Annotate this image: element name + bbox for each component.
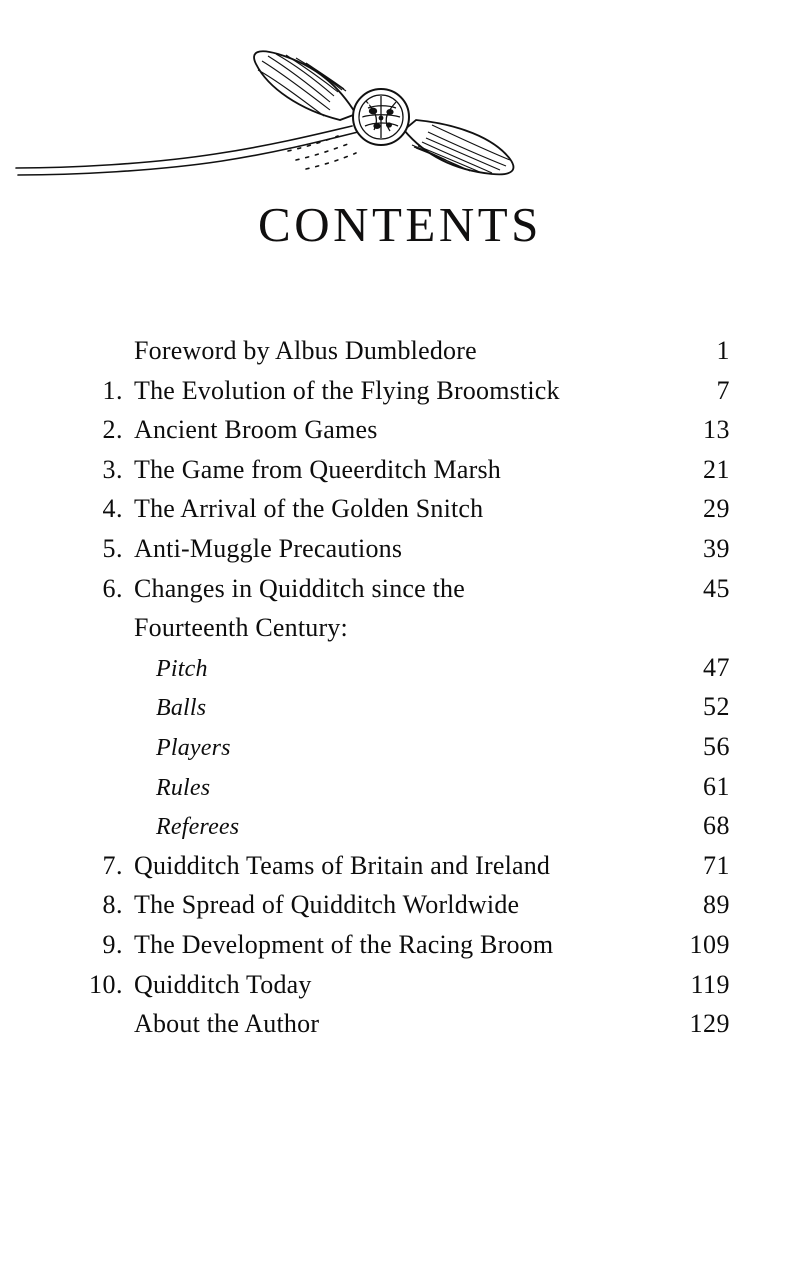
list-item[interactable] (70, 494, 730, 534)
list-item[interactable] (70, 653, 730, 693)
list-item[interactable] (70, 376, 730, 416)
entry-number: 1. (102, 375, 123, 405)
entry-page: 61 (703, 771, 730, 801)
entry-label: About the Author (134, 1009, 320, 1039)
entry-page: 39 (703, 533, 730, 563)
entry-label: Referees (156, 814, 240, 841)
entry-number: 2. (102, 415, 123, 445)
list-item[interactable] (70, 970, 730, 1010)
entry-page: 1 (716, 336, 730, 365)
entry-number: 6. (102, 573, 123, 603)
list-item[interactable] (70, 692, 730, 732)
page-title: CONTENTS (258, 197, 542, 252)
list-item[interactable] (70, 930, 730, 970)
list-item[interactable] (70, 1009, 730, 1049)
entry-number: 7. (102, 850, 123, 880)
list-item[interactable] (70, 336, 730, 376)
entry-label: Pitch (156, 655, 208, 682)
entry-label: The Arrival of the Golden Snitch (134, 494, 484, 524)
list-item[interactable] (70, 890, 730, 930)
entry-page: 52 (703, 692, 730, 722)
entry-page: 119 (690, 969, 730, 999)
entry-page: 21 (703, 454, 730, 484)
entry-label: Changes in Quidditch since the (134, 573, 465, 603)
entry-page: 71 (703, 850, 730, 880)
entry-number: 4. (102, 494, 123, 524)
list-item[interactable] (70, 455, 730, 495)
entry-label: Quidditch Today (134, 969, 312, 999)
entry-page: 13 (703, 415, 730, 445)
entry-label: The Evolution of the Flying Broomstick (134, 375, 560, 405)
entry-label: Balls (156, 695, 207, 722)
entry-label: Ancient Broom Games (134, 415, 378, 445)
entry-page: 47 (703, 652, 730, 682)
entry-label: Quidditch Teams of Britain and Ireland (134, 850, 551, 880)
entry-number: 9. (102, 929, 123, 959)
entry-label: Anti-Muggle Precautions (134, 533, 403, 563)
entry-label: The Spread of Quidditch Worldwide (134, 890, 520, 920)
entry-page: 89 (703, 890, 730, 920)
list-item[interactable] (70, 732, 730, 772)
entry-page: 129 (689, 1009, 730, 1039)
entry-number: 5. (102, 533, 123, 563)
entry-number: 10. (89, 969, 123, 999)
list-item[interactable] (70, 811, 730, 851)
entry-number: 3. (102, 454, 123, 484)
entry-label: The Game from Queerditch Marsh (134, 454, 501, 484)
list-item[interactable] (70, 851, 730, 891)
entry-label: Rules (156, 774, 211, 801)
list-item[interactable] (70, 534, 730, 574)
list-item[interactable] (70, 415, 730, 455)
list-item[interactable] (70, 574, 730, 614)
entry-page: 7 (716, 375, 730, 405)
entry-page: 29 (703, 494, 730, 524)
entry-number: 8. (102, 890, 123, 920)
entry-page: 68 (703, 811, 730, 841)
list-item-continuation (70, 613, 730, 653)
entry-page: 45 (703, 573, 730, 603)
entry-label: Players (156, 734, 231, 761)
entry-label: Foreword by Albus Dumbledore (134, 336, 477, 365)
entry-label: The Development of the Racing Broom (134, 929, 554, 959)
entry-page: 56 (703, 731, 730, 761)
entry-label: Fourteenth Century: (134, 613, 348, 643)
entry-page: 109 (689, 929, 730, 959)
golden-snitch-illustration (0, 18, 800, 193)
list-item[interactable] (70, 772, 730, 812)
table-of-contents (70, 336, 730, 1049)
